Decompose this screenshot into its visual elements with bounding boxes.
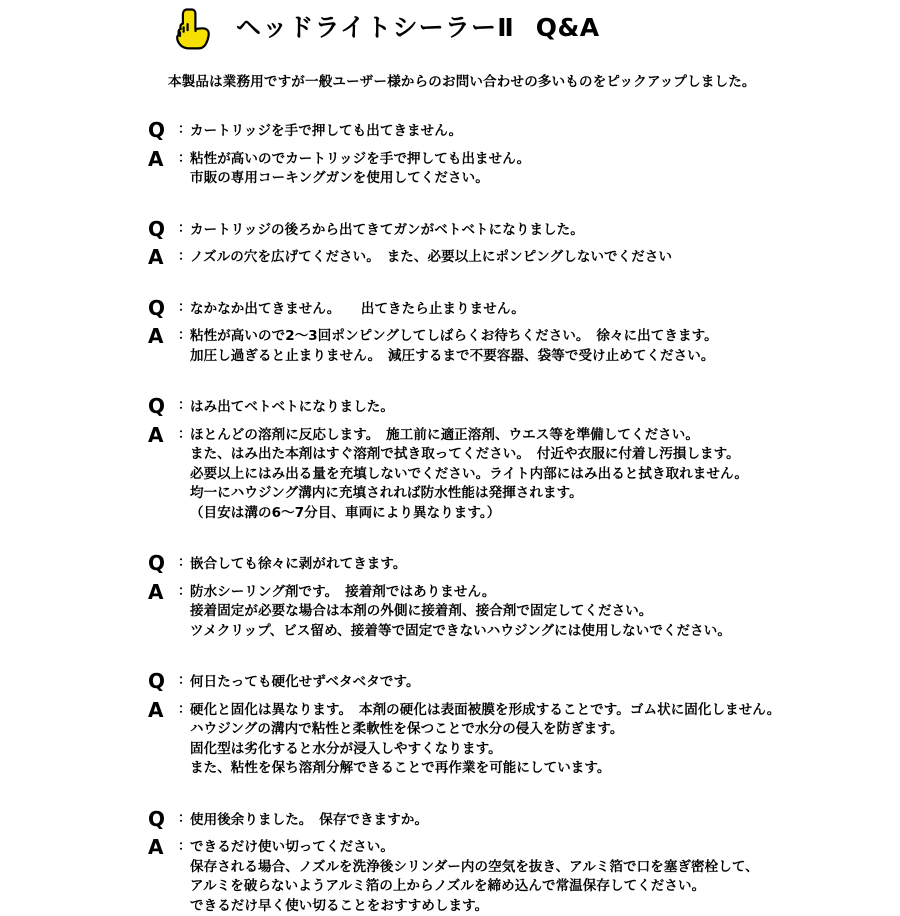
faq-question-row [0,809,900,831]
text-line: できるだけ使い切ってください。 [190,838,900,858]
text-line: 均一にハウジング溝内に充填されれば防水性能は発揮されます。 [190,484,900,504]
title-product-name: ヘッドライトシーラー [236,13,497,42]
faq-question-row [0,219,900,241]
text-line: 必要以上にはみ出る量を充填しないでください。ライト内部にはみ出ると拭き取れません。 [190,465,900,485]
marker-colon: ： [178,809,190,828]
marker-colon: ： [178,149,190,168]
page-header [0,0,900,54]
answer-text [190,326,900,366]
page-subtitle: 本製品は業務用ですが一般ユーザー様からのお問い合わせの多いものをピックアップしました。 [168,70,900,90]
question-text [190,219,900,241]
text-line: 市販の専用コーキングガンを使用してください。 [190,169,900,189]
question-text [190,809,900,831]
question-marker: Q [148,120,178,140]
text-line: カートリッジを手で押しても出てきません。 [190,122,900,142]
page-title [236,15,600,43]
text-line: （目安は溝の6〜7分目、車両により異なります。） [190,504,900,524]
faq-item [0,553,900,641]
text-line: できるだけ早く使い切ることをおすすめします。 [190,897,900,916]
text-line: 保存される場合、ノズルを洗浄後シリンダー内の空気を抜き、アルミ箔で口を塞ぎ密栓して、 [190,858,900,878]
faq-answer-row [0,700,900,779]
title-numeral: Ⅱ [497,13,513,42]
faq-question-row [0,553,900,575]
faq-answer-row [0,582,900,642]
faq-question-row [0,120,900,142]
faq-question-row [0,396,900,418]
marker-colon: ： [178,553,190,572]
answer-marker: A [148,149,178,169]
marker-colon: ： [178,396,190,415]
question-marker: Q [148,298,178,318]
answer-marker: A [148,582,178,602]
title-qa-label: Q&A [536,13,600,42]
marker-colon: ： [178,837,190,856]
text-line: 使用後余りました。 保存できますか。 [190,811,900,831]
answer-marker: A [148,700,178,720]
answer-marker: A [148,326,178,346]
question-marker: Q [148,553,178,573]
text-line: アルミを破らないようアルミ箔の上からノズルを締め込んで常温保存してください。 [190,877,900,897]
question-text [190,120,900,142]
text-line: 粘性が高いのでカートリッジを手で押しても出ません。 [190,150,900,170]
marker-colon: ： [178,219,190,238]
text-line: 粘性が高いので2〜3回ポンピングしてしばらくお待ちください。 徐々に出てきます。 [190,327,900,347]
marker-colon: ： [178,582,190,601]
answer-text [190,149,900,189]
faq-list [0,120,900,916]
text-line: ノズルの穴を広げてください。 また、必要以上にポンピングしないでください [190,248,900,268]
question-text [190,553,900,575]
answer-text [190,247,900,268]
marker-colon: ： [178,247,190,266]
faq-item [0,298,900,367]
text-line: ツメクリップ、ビス留め、接着等で固定できないハウジングには使用しないでください。 [190,622,900,642]
faq-answer-row [0,326,900,366]
answer-marker: A [148,247,178,267]
marker-colon: ： [178,326,190,345]
faq-answer-row [0,837,900,916]
faq-item [0,120,900,189]
faq-item [0,396,900,523]
answer-text [190,425,900,524]
answer-marker: A [148,425,178,445]
marker-colon: ： [178,425,190,444]
question-marker: Q [148,396,178,416]
text-line: また、はみ出た本剤はすぐ溶剤で拭き取ってください。 付近や衣服に付着し汚損します。 [190,445,900,465]
text-line: 硬化と固化は異なります。 本剤の硬化は表面被膜を形成することです。ゴム状に固化しません。 [190,701,900,721]
text-line: また、粘性を保ち溶剤分解できることで再作業を可能にしています。 [190,759,900,779]
text-line: なかなか出てきません。 出てきたら止まりません。 [190,300,900,320]
text-line: 嵌合しても徐々に剥がれてきます。 [190,555,900,575]
text-line: ハウジングの溝内で粘性と柔軟性を保つことで水分の侵入を防ぎます。 [190,720,900,740]
question-marker: Q [148,671,178,691]
question-marker: Q [148,219,178,239]
faq-question-row [0,671,900,693]
text-line: 防水シーリング剤です。 接着剤ではありません。 [190,583,900,603]
marker-colon: ： [178,120,190,139]
text-line: はみ出てベトベトになりました。 [190,398,900,418]
faq-answer-row [0,247,900,268]
marker-colon: ： [178,700,190,719]
faq-item [0,219,900,268]
question-text [190,396,900,418]
answer-marker: A [148,837,178,857]
answer-text [190,582,900,642]
text-line: 何日たっても硬化せずベタベタです。 [190,673,900,693]
answer-text [190,700,900,779]
faq-question-row [0,298,900,320]
text-line: 接着固定が必要な場合は本剤の外側に接着剤、接合剤で固定してください。 [190,602,900,622]
faq-answer-row [0,149,900,189]
question-text [190,671,900,693]
text-line: カートリッジの後ろから出てきてガンがベトベトになりました。 [190,221,900,241]
question-marker: Q [148,809,178,829]
text-line: 加圧し過ぎると止まりません。 減圧するまで不要容器、袋等で受け止めてください。 [190,347,900,367]
faq-answer-row [0,425,900,524]
question-text [190,298,900,320]
marker-colon: ： [178,671,190,690]
text-line: 固化型は劣化すると水分が浸入しやすくなります。 [190,740,900,760]
pointing-hand-icon [166,3,218,55]
text-line: ほとんどの溶剤に反応します。 施工前に適正溶剤、ウエス等を準備してください。 [190,426,900,446]
answer-text [190,837,900,916]
marker-colon: ： [178,298,190,317]
faq-item [0,671,900,779]
